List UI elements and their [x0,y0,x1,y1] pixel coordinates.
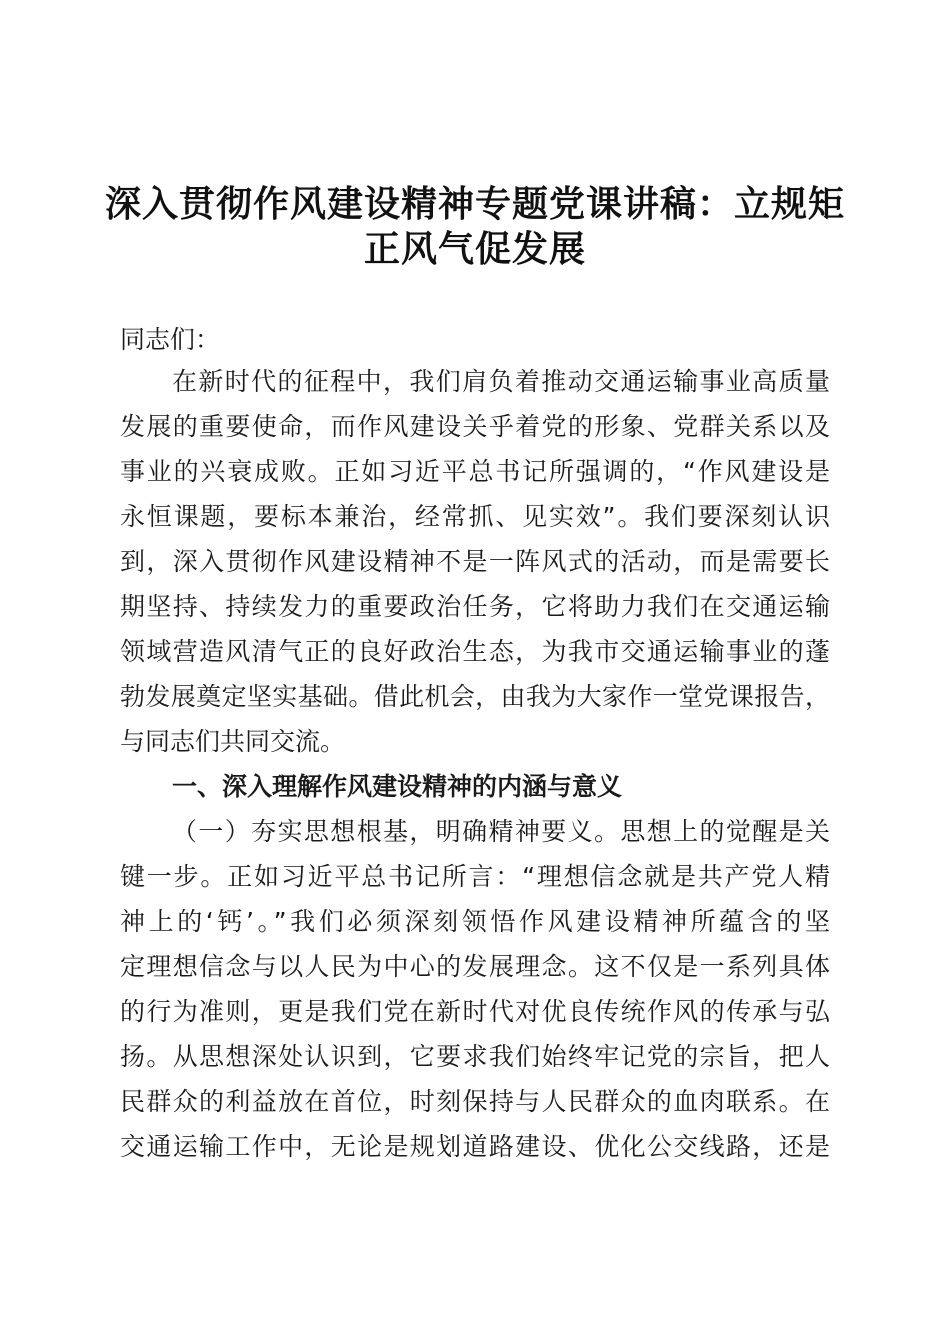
subsection-1-line: 的行为准则，更是我们党在新时代对优良传统作风的传承与弘 [120,997,830,1026]
greeting: 同志们： [120,325,221,354]
subsection-1-line: 交通运输工作中，无论是规划道路建设、优化公交线路，还是 [120,1132,830,1161]
subsection-1-line: 定理想信念与以人民为中心的发展理念。这不仅是一系列具体 [120,952,830,981]
paragraph-1-line: 领域营造风清气正的良好政治生态，为我市交通运输事业的蓬 [120,637,830,666]
paragraph-1-line: 永恒课题，要标本兼治，经常抓、见实效”。我们要深刻认识 [120,502,830,531]
subsection-1-line: （一）夯实思想根基，明确精神要义。思想上的觉醒是关 [172,817,830,846]
paragraph-1-line: 期坚持、持续发力的重要政治任务，它将助力我们在交通运输 [120,592,830,621]
paragraph-1-line: 在新时代的征程中，我们肩负着推动交通运输事业高质量 [172,367,830,396]
paragraph-1-line: 事业的兴衰成败。正如习近平总书记所强调的，“作风建设是 [120,457,830,486]
subsection-1-line: 民群众的利益放在首位，时刻保持与人民群众的血肉联系。在 [120,1087,830,1116]
section-1-heading: 一、深入理解作风建设精神的内涵与意义 [172,772,623,801]
paragraph-1-line: 勃发展奠定坚实基础。借此机会，由我为大家作一堂党课报告， [120,682,830,711]
paragraph-1-line: 与同志们共同交流。 [120,727,346,756]
subsection-1-line: 键一步。正如习近平总书记所言：“理想信念就是共产党人精 [120,862,830,891]
subsection-1-line: 扬。从思想深处认识到，它要求我们始终牢记党的宗旨，把人 [120,1042,830,1071]
paragraph-1-line: 到，深入贯彻作风建设精神不是一阵风式的活动，而是需要长 [120,547,830,576]
paragraph-1-line: 发展的重要使命，而作风建设关乎着党的形象、党群关系以及 [120,412,830,441]
document-title-line-2: 正风气促发展 [363,228,586,270]
document-title-line-1: 深入贯彻作风建设精神专题党课讲稿：立规矩 [104,183,845,225]
subsection-1-line: 神上的‘钙’。”我们必须深刻领悟作风建设精神所蕴含的坚 [120,907,830,936]
